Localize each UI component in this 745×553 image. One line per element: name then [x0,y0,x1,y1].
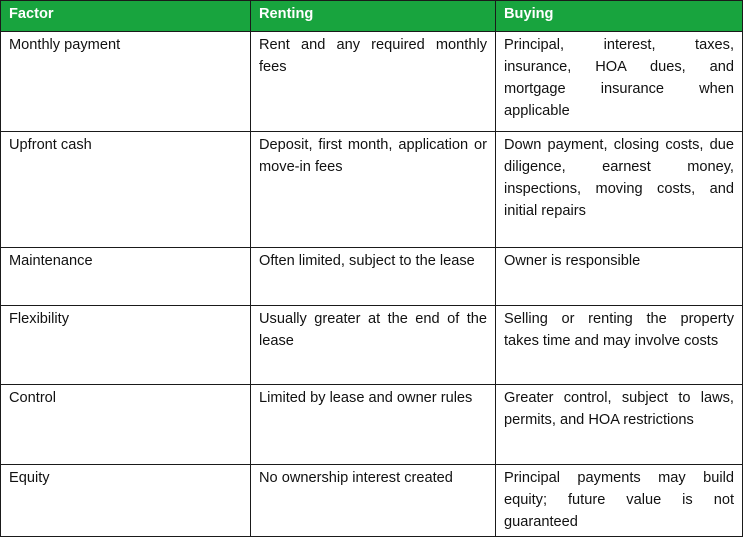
renting-cell: No ownership interest created [251,465,496,537]
renting-cell: Deposit, first month, application or move-in fees [251,132,496,248]
header-buying: Buying [496,1,743,32]
table-row [1,306,743,385]
buying-cell: Greater control, subject to laws, permits, and HOA restrictions [496,385,743,465]
table-row [1,385,743,465]
table-body [1,32,743,537]
table-row [1,132,743,248]
buying-cell: Selling or renting the property takes time and may involve costs [496,306,743,385]
renting-cell: Rent and any required monthly fees [251,32,496,132]
header-renting: Renting [251,1,496,32]
renting-cell: Usually greater at the end of the lease [251,306,496,385]
table-row [1,248,743,306]
header-row [1,1,743,32]
factor-cell: Maintenance [1,248,251,306]
table-row [1,32,743,132]
renting-cell: Often limited, subject to the lease [251,248,496,306]
header-factor: Factor [1,1,251,32]
table-row [1,465,743,537]
buying-cell: Down payment, closing costs, due diligence, earnest money, inspections, moving costs, and initial repairs [496,132,743,248]
table-header [1,1,743,32]
buying-cell: Principal payments may build equity; future value is not guaranteed [496,465,743,537]
factor-cell: Equity [1,465,251,537]
buying-cell: Owner is responsible [496,248,743,306]
factor-cell: Flexibility [1,306,251,385]
factor-cell: Control [1,385,251,465]
renting-cell: Limited by lease and owner rules [251,385,496,465]
buying-cell: Principal, interest, taxes, insurance, HOA dues, and mortgage insurance when applicable [496,32,743,132]
factor-cell: Monthly payment [1,32,251,132]
factor-cell: Upfront cash [1,132,251,248]
